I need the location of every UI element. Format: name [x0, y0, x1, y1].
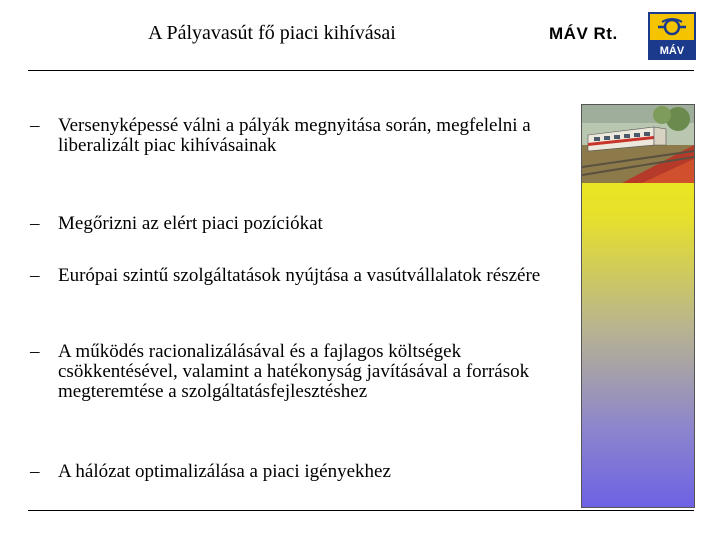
- bullet-text: Megőrizni az elért piaci pozíciókat: [58, 213, 323, 234]
- bullet-text: A hálózat optimalizálása a piaci igényekhez: [58, 461, 391, 482]
- bullet-text: A működés racionalizálásával és a fajlagos költségek csökkentésével, valamint a hatékonyság javításával a források megteremtése a szolgáltatásfejlesztéshez: [58, 341, 530, 402]
- train-photo-icon: [582, 105, 694, 183]
- mav-logo-icon: [648, 12, 696, 60]
- top-divider: [28, 70, 694, 71]
- bullet-text: Versenyképessé válni a pályák megnyitása során, megfelelni a liberalizált piac kihívásainak: [58, 115, 531, 156]
- decorative-sidebar: [581, 104, 695, 508]
- logo-text: MÁV: [659, 45, 685, 57]
- page-title: A Pályavasút fő piaci kihívásai: [148, 22, 396, 44]
- bullet-text: Európai szintű szolgáltatások nyújtása a vasútvállalatok részére: [58, 265, 541, 286]
- dash-marker: –: [30, 213, 40, 234]
- bottom-divider: [28, 510, 694, 511]
- dash-marker: –: [30, 341, 40, 362]
- dash-marker: –: [30, 265, 40, 286]
- dash-marker: –: [30, 115, 40, 136]
- company-name: MÁV Rt.: [549, 24, 618, 43]
- dash-marker: –: [30, 461, 40, 482]
